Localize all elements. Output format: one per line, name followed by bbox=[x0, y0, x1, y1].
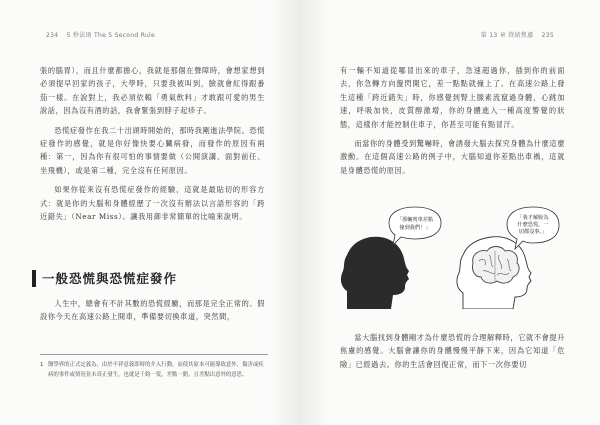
footnote-rule bbox=[40, 354, 268, 355]
left-section-body bbox=[40, 297, 265, 324]
right-paragraph: 而當你的身體受到驚嚇時，會誘發大腦去探究身體為什麼這麼激動。在這個高速公路的例子中，大腦知道你差點出車禍，這就是身體恐慌的原因。 bbox=[340, 139, 565, 175]
right-paragraph: 有一輛不知道從哪冒出來的車子，急速超過你，插到你的前面去，你急轉方向盤閃開它，差一點點就撞上了。在高速公路上發生這種「跨近錯失」時，你感覺到腎上腺素流竄過身體，心跳加速，呼吸加快，皮質醇激增，你的身體進入一種高度警覺的狀態，這樣你才能控制住車子，你甚至可能有點冒汗。 bbox=[340, 66, 565, 129]
section-paragraph: 人生中，總會有不計其數的恐慌經驗，而那是完全正常的。假設你今天在高速公路上開車，準備要切換車道，突然間， bbox=[40, 299, 265, 322]
bubble-right-line1: 「我才解脫為 bbox=[517, 215, 549, 221]
head-silhouette-icon bbox=[341, 237, 409, 309]
brain-illustration bbox=[337, 205, 563, 309]
heading-bar bbox=[32, 270, 36, 287]
left-paragraph: 張的腦胃），而且什麼都擔心，我就是那個在聲障時，會想家想到必須提早回家的孩子，大學時，只要我被叫到，臉就會紅得跟番茄一樣。在說對上，我必須依賴「勇氣飲料」才敢跟可愛的男生說話，因為沒有酒的話，我會緊張到脖子起疹子。 bbox=[40, 66, 265, 116]
bubble-right-line3: 切都沒事。」 bbox=[518, 229, 548, 235]
left-running-head bbox=[40, 30, 155, 39]
right-body-text-top bbox=[340, 64, 565, 177]
bubble-left-line2: 撞到我們！」 bbox=[399, 225, 431, 231]
right-page-number: 235 bbox=[541, 32, 554, 39]
left-paragraph: 如果你從來沒有恐慌症發作的經驗，這就是最貼切的形容方式：就是你的大腦和身體經歷了一次沒有辦法以言語形容的「跨近錯失」（Near Miss）。讓我用御非常簡單的比喻來說明。 bbox=[40, 185, 265, 222]
speech-bubble-left bbox=[389, 207, 441, 245]
footnote-text: 醫學界的正式定義為，由於不祥意義即時的介入行動，而使其原本可能導致意外，傷害或疾病的事件或情況並未真正發生，也就是千鈞一髮，差點一錯，且差點出意外的意思。 bbox=[48, 362, 264, 378]
right-paragraph: 當大腦找到身體剛才為什麼恐慌的合理解釋時，它就不會提升焦慮的感覺。大腦會讓你的身體慢慢平靜下來，因為它知道「危險」已經過去。你的生活會回復正常，而下一次你要切 bbox=[340, 333, 565, 369]
footnote-mark: 1 bbox=[40, 362, 44, 368]
right-body-text-bottom bbox=[340, 331, 565, 371]
section-heading bbox=[32, 269, 177, 287]
right-running-head bbox=[481, 30, 560, 39]
left-page-number: 234 bbox=[46, 32, 59, 39]
right-running-head-title: 第 13 章 終結焦慮 bbox=[480, 32, 534, 39]
bubble-right-line2: 什麼恐慌，一 bbox=[517, 222, 549, 228]
illustration-svg bbox=[337, 205, 563, 309]
left-body-text bbox=[40, 64, 265, 223]
left-running-head-title: 5 秒法則 The 5 Second Rule bbox=[66, 32, 155, 39]
section-heading-text: 一般恐慌與恐慌症發作 bbox=[42, 271, 178, 286]
footnote bbox=[40, 354, 268, 380]
left-paragraph: 恐慌症發作在我二十出頭時開始的，那時我剛進法學院。恐慌症發作的感覺，就是你好像快要心臟病發，而發作的原因有兩種：第一，因為你有很可怕的事情要做（公開演講、面對前任、坐飛機），或是第二種，完全沒有任何原因。 bbox=[40, 125, 265, 175]
bubble-left-line1: 「那輛賓車差點 bbox=[396, 217, 434, 223]
